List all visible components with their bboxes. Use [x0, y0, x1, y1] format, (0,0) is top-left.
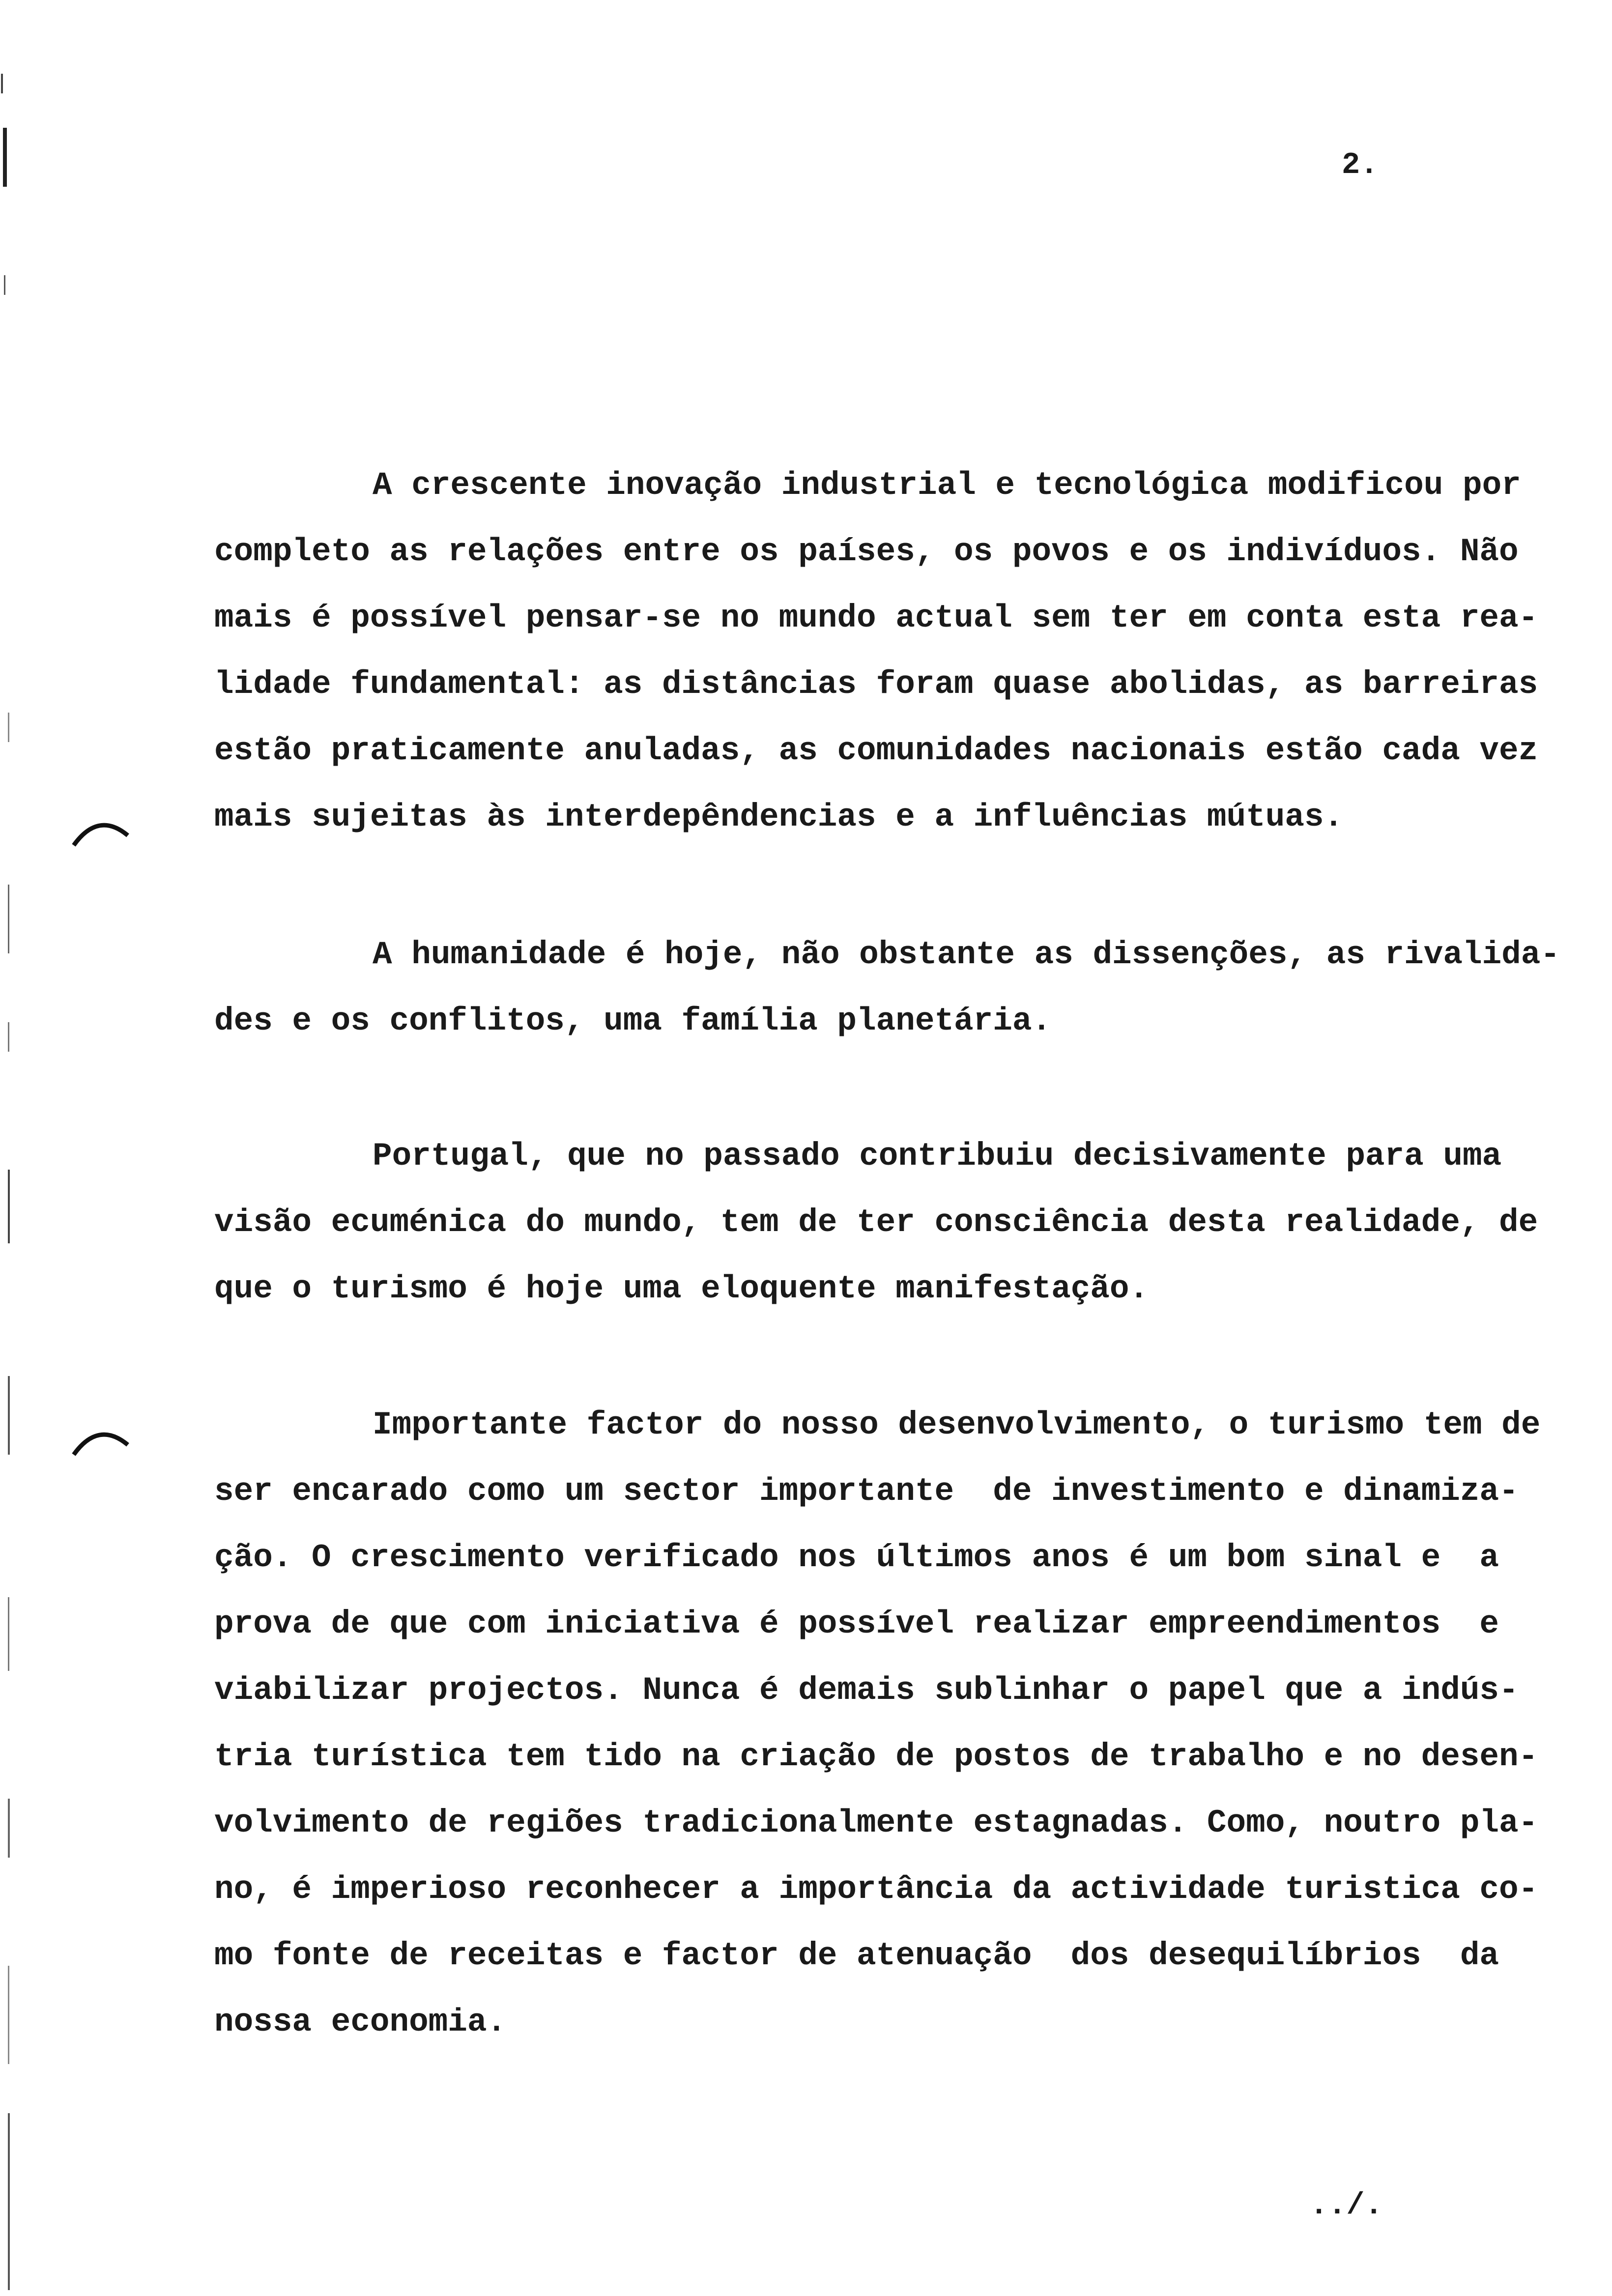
text-line: Portugal, que no passado contribuiu decisivamente para uma — [373, 1138, 1502, 1175]
paragraph-1 — [214, 452, 1571, 850]
text-line: A humanidade é hoje, não obstante as dissenções, as rivalida- — [373, 936, 1560, 973]
text-line: Importante factor do nosso desenvolvimento, o turismo tem de — [373, 1406, 1541, 1443]
text-line: completo as relações entre os países, os povos e os indivíduos. Não — [214, 533, 1519, 570]
text-line: visão ecuménica do mundo, tem de ter consciência desta realidade, de — [214, 1204, 1538, 1241]
text-line: volvimento de regiões tradicionalmente estagnadas. Como, noutro pla- — [214, 1805, 1538, 1841]
punch-hole-mark-bottom — [69, 1415, 133, 1460]
paragraph-2 — [214, 921, 1571, 1054]
paragraph-3 — [214, 1123, 1571, 1322]
punch-hole-mark-top — [69, 806, 133, 850]
text-line: mais é possível pensar-se no mundo actual sem ter em conta esta rea- — [214, 600, 1538, 636]
text-line: ção. O crescimento verificado nos últimos anos é um bom sinal e a — [214, 1539, 1499, 1576]
text-line: prova de que com iniciativa é possível realizar empreendimentos e — [214, 1606, 1499, 1642]
text-line: tria turística tem tido na criação de postos de trabalho e no desen- — [214, 1738, 1538, 1775]
text-line: estão praticamente anuladas, as comunidades nacionais estão cada vez — [214, 732, 1538, 769]
paragraph-4 — [214, 1392, 1571, 2055]
text-line: nossa economia. — [214, 2004, 507, 2040]
continuation-mark: ../. — [1310, 2188, 1383, 2223]
text-line: que o turismo é hoje uma eloquente manifestação. — [214, 1270, 1149, 1307]
page-number: 2. — [1342, 147, 1379, 182]
text-line: mais sujeitas às interdepêndencias e a influências mútuas. — [214, 799, 1344, 835]
text-line: ser encarado como um sector importante de investimento e dinamiza- — [214, 1473, 1519, 1510]
text-line: viabilizar projectos. Nunca é demais sublinhar o papel que a indús- — [214, 1672, 1519, 1709]
text-line: mo fonte de receitas e factor de atenuação dos desequilíbrios da — [214, 1937, 1499, 1974]
text-line: A crescente inovação industrial e tecnológica modificou por — [373, 467, 1521, 504]
scan-margin-artifacts — [0, 0, 20, 2296]
text-line: no, é imperioso reconhecer a importância da actividade turistica co- — [214, 1871, 1538, 1908]
text-line: lidade fundamental: as distâncias foram quase abolidas, as barreiras — [214, 666, 1538, 703]
text-line: des e os conflitos, uma família planetária. — [214, 1003, 1052, 1039]
